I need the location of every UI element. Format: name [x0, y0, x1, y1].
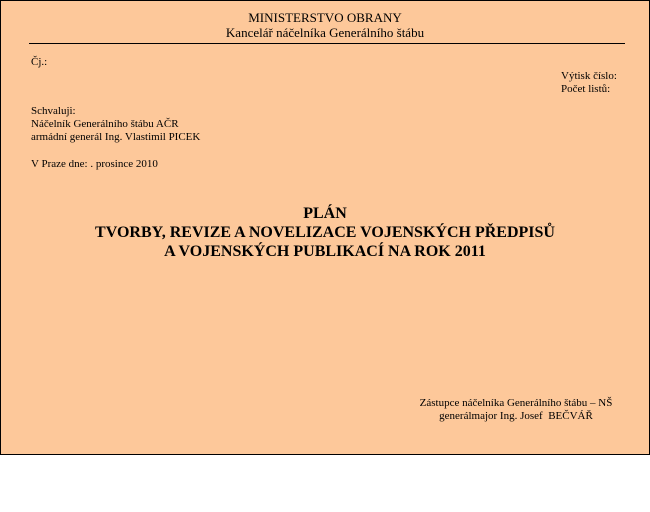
header-divider	[29, 43, 625, 44]
approver-position: Náčelník Generálního štábu AČR	[31, 118, 179, 130]
ministry-name: MINISTERSTVO OBRANY	[248, 10, 402, 25]
date-line: V Praze dne: . prosince 2010	[31, 158, 158, 170]
copy-info	[561, 70, 617, 96]
approval-block	[31, 105, 200, 144]
title-line-3: A VOJENSKÝCH PUBLIKACÍ NA ROK 2011	[164, 243, 486, 260]
title-line-2: TVORBY, REVIZE A NOVELIZACE VOJENSKÝCH PŘEDPISŮ	[95, 224, 555, 241]
approver-name: armádní generál Ing. Vlastimil PICEK	[31, 131, 201, 143]
signature-block	[411, 397, 621, 423]
title-line-1: PLÁN	[303, 205, 347, 222]
document-header	[1, 10, 649, 40]
document-title	[1, 204, 649, 261]
signatory-name: generálmajor Ing. Josef BEČVÁŘ	[439, 410, 593, 422]
approve-label: Schvaluji:	[31, 105, 76, 117]
sheet-count-label: Počet listů:	[561, 83, 611, 95]
office-name: Kancelář náčelníka Generálního štábu	[225, 25, 425, 40]
copy-number-label: Výtisk číslo:	[561, 70, 617, 82]
reference-number-label: Čj.:	[31, 56, 48, 68]
signatory-position: Zástupce náčelníka Generálního štábu – NŠ	[419, 397, 613, 409]
